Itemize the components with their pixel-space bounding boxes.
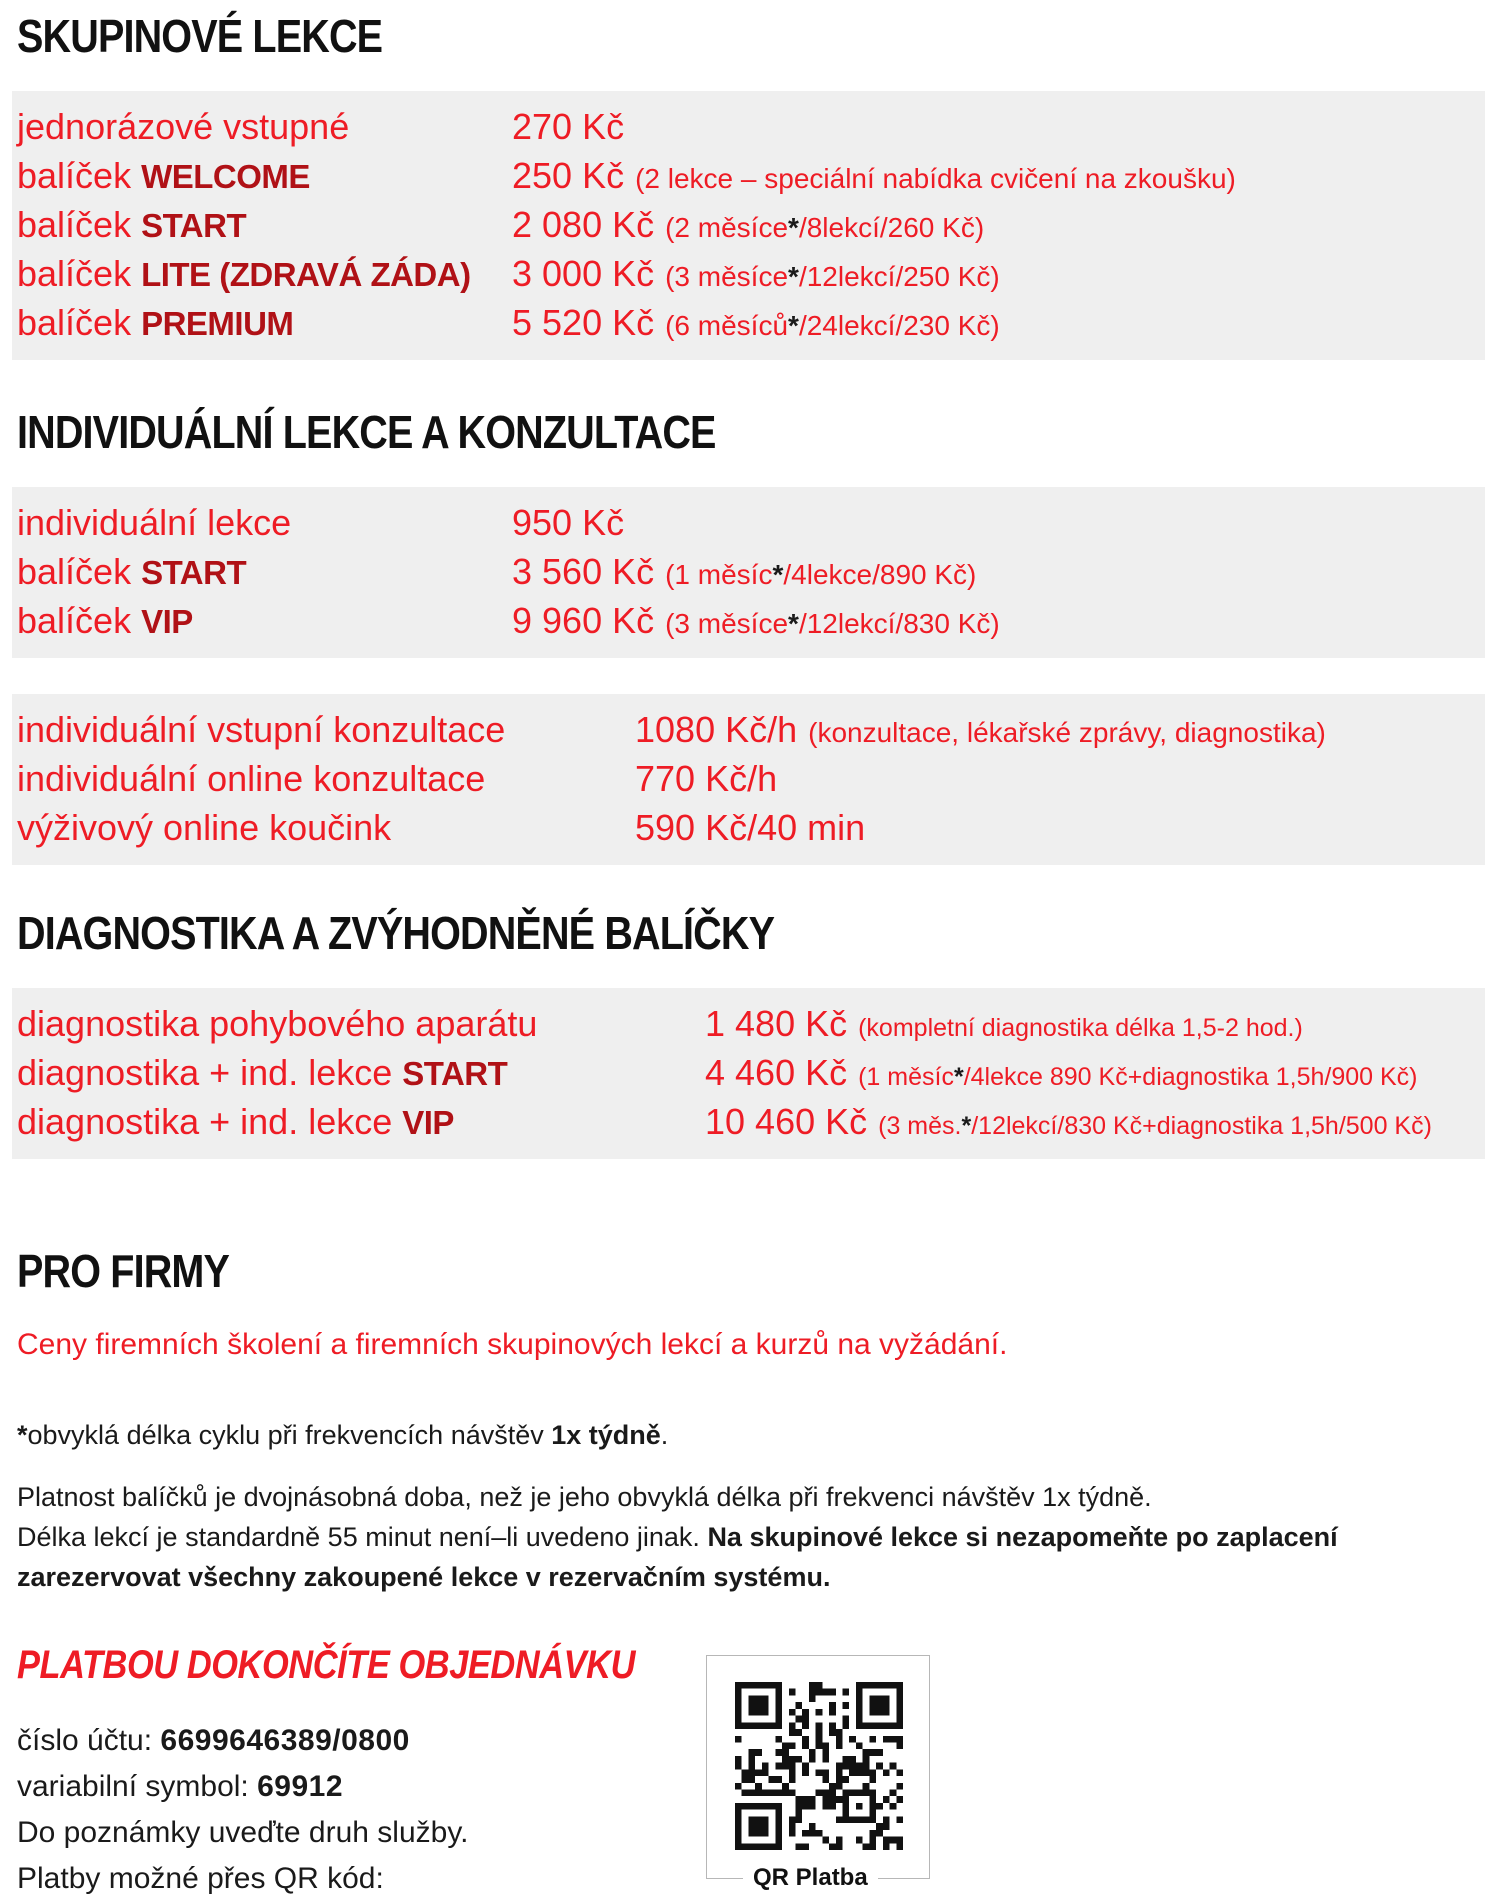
item-label: diagnostika + ind. lekce [17,1101,393,1143]
item-price: 770 Kč/h [635,758,778,800]
item-label: balíček [17,253,132,295]
item-price: 3 000 Kč [512,253,655,295]
footnote-text: obvyklá délka cyklu při frekvencích návštěv [27,1419,552,1450]
table-row [17,1049,1479,1098]
table-row [17,152,1479,201]
item-label-bold: VIP [402,1104,454,1142]
item-label-bold: START [402,1055,508,1093]
group-lessons-price-table [12,91,1485,360]
table-row [17,597,1479,646]
item-label: balíček [17,155,132,197]
table-row [17,1000,1479,1049]
item-label-bold: START [141,554,247,592]
item-price: 1 480 Kč [705,1003,848,1045]
item-label: diagnostika + ind. lekce [17,1052,393,1094]
individual-lessons-price-table [12,487,1485,658]
qr-code [735,1682,903,1850]
item-label: balíček [17,204,132,246]
item-price: 590 Kč/40 min [635,807,866,849]
item-label: diagnostika pohybového aparátu [17,1003,538,1045]
section-title-diagnostics: DIAGNOSTIKA A ZVÝHODNĚNÉ BALÍČKY [17,906,775,959]
item-note: (kompletní diagnostika délka 1,5-2 hod.) [858,1014,1303,1043]
item-price: 1080 Kč/h [635,709,798,751]
item-price: 2 080 Kč [512,204,655,246]
diagnostics-price-table [12,988,1485,1159]
item-label: balíček [17,302,132,344]
table-row [17,1098,1479,1147]
variable-symbol-label: variabilní symbol: [17,1769,258,1803]
table-row [17,103,1479,152]
item-label-bold: LITE (ZDRAVÁ ZÁDA) [141,256,471,294]
section-title-companies: PRO FIRMY [17,1244,230,1297]
table-row [17,299,1479,348]
terms-paragraph [17,1477,1457,1597]
item-label: jednorázové vstupné [17,106,350,148]
terms-line2: Délka lekcí je standardně 55 minut není–li uvedeno jinak. [17,1521,708,1552]
qr-caption: QR Platba [743,1864,878,1892]
item-note: (6 měsíců*/24lekcí/230 Kč) [665,310,1000,342]
payment-title: PLATBOU DOKONČÍTE OBJEDNÁVKU [17,1642,636,1687]
table-row [17,499,1479,548]
item-note: (3 měs.*/12lekcí/830 Kč+diagnostika 1,5h/500 Kč) [878,1112,1432,1141]
item-note: (2 měsíce*/8lekcí/260 Kč) [665,212,985,244]
item-label: individuální online konzultace [17,758,486,800]
item-label: individuální lekce [17,502,292,544]
item-note: (3 měsíce*/12lekcí/830 Kč) [665,608,1000,640]
item-price: 4 460 Kč [705,1052,848,1094]
item-price: 9 960 Kč [512,600,655,642]
payment-note-line: Do poznámky uveďte druh služby. [17,1815,469,1849]
footnote-period: . [660,1419,669,1450]
account-number-label: číslo účtu: [17,1723,161,1757]
item-label: výživový online koučink [17,807,392,849]
account-number-value: 6699646389/0800 [160,1723,410,1757]
companies-pricing-text: Ceny firemních školení a firemních skupinových lekcí a kurzů na vyžádání. [17,1327,1008,1361]
section-title-group-lessons: SKUPINOVÉ LEKCE [17,10,383,62]
table-row [17,548,1479,597]
item-note: (konzultace, lékařské zprávy, diagnostika) [808,717,1326,749]
item-note: (2 lekce – speciální nabídka cvičení na zkoušku) [635,163,1236,195]
item-price: 10 460 Kč [705,1101,868,1143]
item-price: 3 560 Kč [512,551,655,593]
consultations-price-table [12,694,1485,865]
table-row [17,201,1479,250]
footnote-star: * [17,1419,28,1450]
payment-section [17,1643,1485,1903]
terms-line1: Platnost balíčků je dvojnásobná doba, než je jeho obvyklá délka při frekvenci návštěv 1x týdně. [17,1481,1152,1512]
item-price: 950 Kč [512,502,625,544]
item-label-bold: START [141,207,247,245]
terms-line2-bold: Na skupinové lekce si nezapomeňte po zaplacení zarezervovat všechny zakoupené lekce v rezervačním systému. [17,1521,1338,1592]
table-row [17,804,1479,853]
item-note: (1 měsíc*/4lekce 890 Kč+diagnostika 1,5h/900 Kč) [858,1063,1418,1092]
table-row [17,755,1479,804]
section-title-individual-lessons: INDIVIDUÁLNÍ LEKCE A KONZULTACE [17,405,716,458]
item-label: individuální vstupní konzultace [17,709,506,751]
table-row [17,250,1479,299]
item-label: balíček [17,600,132,642]
item-label: balíček [17,551,132,593]
item-note: (1 měsíc*/4lekce/890 Kč) [665,559,977,591]
item-price: 5 520 Kč [512,302,655,344]
item-label-bold: PREMIUM [141,305,294,343]
qr-payment-frame [706,1655,930,1891]
cycle-length-footnote [17,1420,1485,1451]
footnote-bold: 1x týdně [551,1419,661,1450]
item-price: 250 Kč [512,155,625,197]
table-row [17,706,1479,755]
variable-symbol-value: 69912 [257,1769,344,1803]
item-note: (3 měsíce*/12lekcí/250 Kč) [665,261,1000,293]
item-label-bold: WELCOME [141,158,310,196]
item-label-bold: VIP [141,603,193,641]
qr-payment-line: Platby možné přes QR kód: [17,1861,384,1895]
item-price: 270 Kč [512,106,625,148]
